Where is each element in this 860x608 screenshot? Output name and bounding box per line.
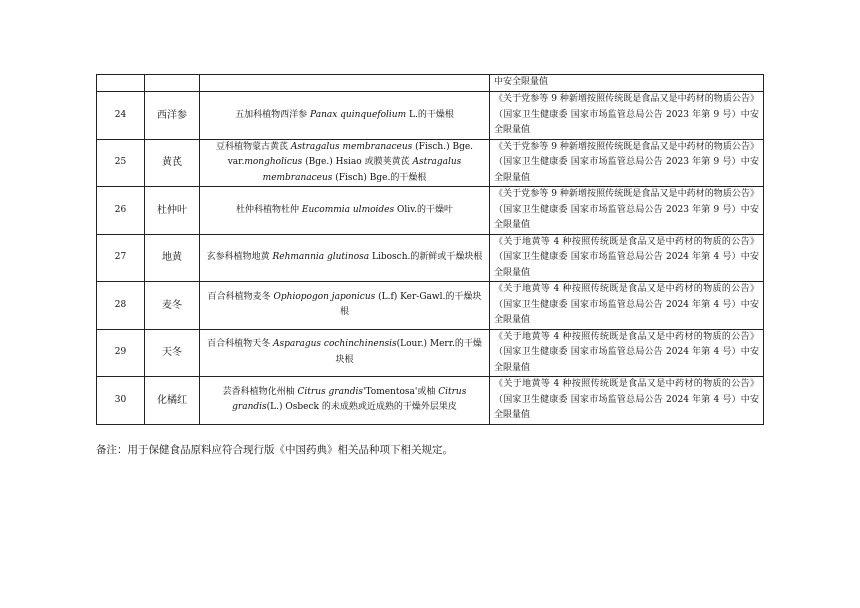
cell-source: [200, 377, 490, 425]
source-text: (Lour.) Merr.的干燥块根: [335, 339, 482, 365]
table-row: [97, 282, 764, 330]
cell-name: [145, 75, 200, 92]
table-row: [97, 92, 764, 140]
source-text: 杜仲科植物杜仲: [236, 204, 302, 215]
cell-source: [200, 329, 490, 377]
latin-name: Ophiopogon japonicus: [273, 291, 376, 302]
latin-name: mongholicus: [244, 157, 303, 167]
latin-name: Asparagus cochinchinensis: [272, 339, 397, 350]
source-text: 'Tomentosa'或柚: [363, 386, 439, 397]
source-text: (L.f) Ker-Gawl.的干燥块根: [339, 291, 482, 318]
footnote: 备注：用于保健食品原料应符合现行版《中国药典》相关品种项下相关规定。: [96, 444, 453, 456]
source-text: (Fisch) Bge.的干燥根: [332, 172, 427, 183]
cell-name: 化橘红: [145, 377, 200, 425]
cell-name: 天冬: [145, 329, 200, 377]
cell-source: [200, 234, 490, 282]
table-row: [97, 329, 764, 377]
cell-source: [200, 92, 490, 140]
source-text: 芸香科植物化州柚: [222, 386, 298, 397]
cell-basis: 《关于党参等 9 种新增按照传统既是食品又是中药材的物质公告》（国家卫生健康委 国家市场监管总局公告 2023 年第 9 号）中安全限量值: [490, 92, 764, 140]
table-body: [97, 75, 764, 425]
cell-number: 29: [97, 329, 145, 377]
source-text: (L.) Osbeck 的未成熟或近成熟的干燥外层果皮: [266, 402, 457, 413]
cell-number: [97, 75, 145, 92]
source-text: (Bge.) Hsiao 或膜荚黄芪: [302, 157, 413, 167]
cell-basis: 中安全限量值: [490, 75, 764, 92]
cell-source: [200, 187, 490, 235]
cell-basis: 《关于地黄等 4 种按照传统既是食品又是中药材的物质的公告》（国家卫生健康委 国家市场监管总局公告 2024 年第 4 号）中安全限量值: [490, 282, 764, 330]
source-text: 五加科植物西洋参: [235, 109, 311, 120]
source-text: Libosch.的新鲜或干燥块根: [369, 252, 483, 262]
ingredient-table: [96, 74, 764, 425]
source-text: Oliv.的干燥叶: [394, 204, 453, 215]
table-row: [97, 377, 764, 425]
cell-basis: 《关于地黄等 4 种按照传统既是食品又是中药材的物质的公告》（国家卫生健康委 国家市场监管总局公告 2024 年第 4 号）中安全限量值: [490, 234, 764, 282]
cell-source: [200, 75, 490, 92]
cell-name: 杜仲叶: [145, 187, 200, 235]
cell-name: 地黄: [145, 234, 200, 282]
source-text: 玄参科植物地黄: [206, 252, 273, 262]
latin-name: Panax quinquefolium: [310, 109, 407, 120]
source-text: 百合科植物麦冬: [207, 291, 274, 302]
source-text: 百合科植物天冬: [207, 339, 273, 350]
cell-number: 28: [97, 282, 145, 330]
cell-basis: 《关于地黄等 4 种按照传统既是食品又是中药材的物质的公告》（国家卫生健康委 国家市场监管总局公告 2024 年第 4 号）中安全限量值: [490, 329, 764, 377]
latin-name: Eucommia ulmoides: [301, 204, 395, 215]
cell-source: [200, 282, 490, 330]
source-text: 豆科植物蒙古黄芪: [215, 141, 291, 152]
table-row: [97, 234, 764, 282]
latin-name: Citrus grandis: [232, 386, 467, 413]
latin-name: Rehmannia glutinosa: [272, 252, 370, 262]
source-text: L.的干燥根: [406, 109, 454, 120]
cell-number: 27: [97, 234, 145, 282]
cell-basis: 《关于党参等 9 种新增按照传统既是食品又是中药材的物质公告》（国家卫生健康委 国家市场监管总局公告 2023 年第 9 号）中安全限量值: [490, 139, 764, 187]
cell-number: 30: [97, 377, 145, 425]
cell-number: 24: [97, 92, 145, 140]
table-row: [97, 187, 764, 235]
cell-source: [200, 139, 490, 187]
table-row-continued: [97, 75, 764, 92]
latin-name: Astragalus membranaceus: [262, 157, 462, 183]
cell-number: 25: [97, 139, 145, 187]
source-text: (Fisch.) Bge. var.: [227, 141, 474, 167]
cell-basis: 《关于地黄等 4 种按照传统既是食品又是中药材的物质的公告》（国家卫生健康委 国家市场监管总局公告 2024 年第 4 号）中安全限量值: [490, 377, 764, 425]
cell-name: 黄芪: [145, 139, 200, 187]
cell-number: 26: [97, 187, 145, 235]
cell-name: 麦冬: [145, 282, 200, 330]
latin-name: Citrus grandis: [297, 386, 363, 397]
table-row: [97, 139, 764, 187]
cell-basis: 《关于党参等 9 种新增按照传统既是食品又是中药材的物质公告》（国家卫生健康委 国家市场监管总局公告 2023 年第 9 号）中安全限量值: [490, 187, 764, 235]
cell-name: 西洋参: [145, 92, 200, 140]
latin-name: Astragalus membranaceus: [290, 141, 413, 152]
